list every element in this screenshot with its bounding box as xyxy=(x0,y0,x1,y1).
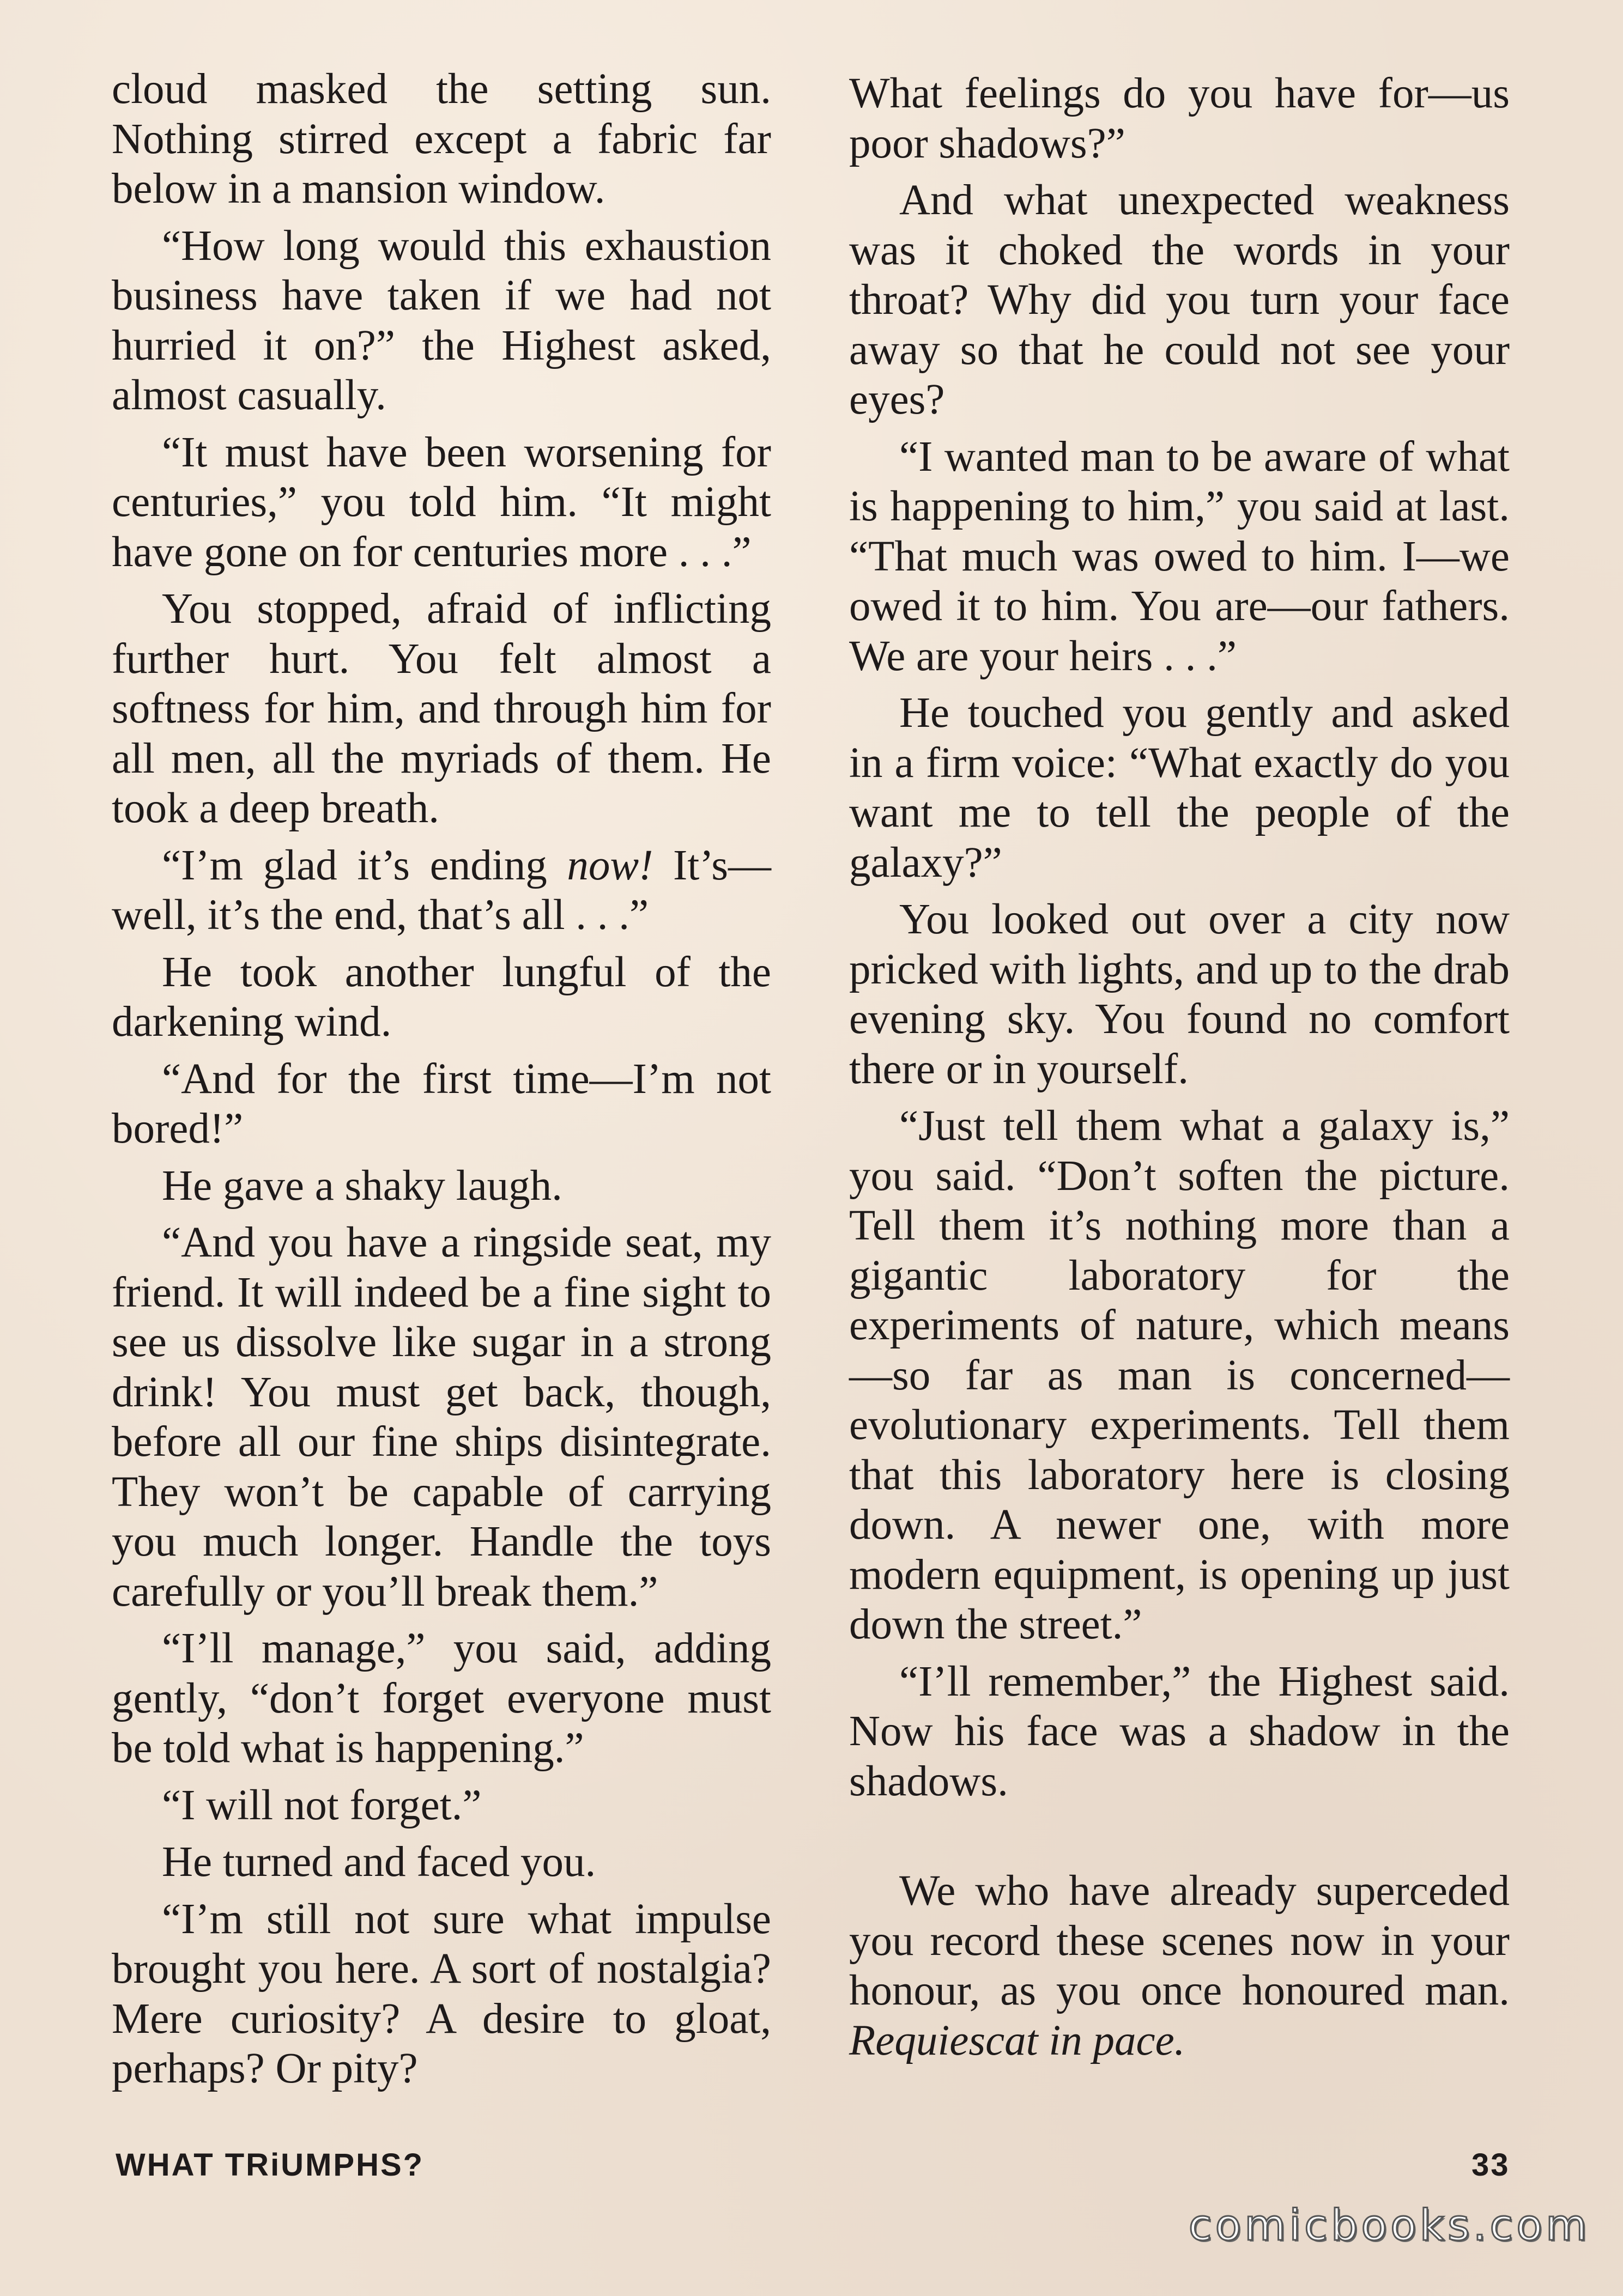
paragraph xyxy=(849,69,1510,168)
paragraph-text: “Just tell them what a galaxy is,” you said. “Don’t soften the picture. Tell them it’s nothing more than a gigantic laboratory for the experiments of nature, which means—so far as man is concerned—evolutionary experiments. Tell them that this laboratory here is closing down. A newer one, with more modern equipment, is opening up just down the street.” xyxy=(849,1102,1510,1648)
watermark-logo: comicbooks.com xyxy=(1188,2201,1590,2250)
paragraph-text: “I’m still not sure what impulse brought you here. A sort of nostalgia? Mere curiosity? A desire to gloat, perhaps? Or pity? xyxy=(112,1895,771,2092)
paragraph-text: He turned and faced you. xyxy=(162,1838,596,1886)
paragraph-text: He touched you gently and asked in a firm voice: “What exactly do you want me to tell the people of the galaxy?” xyxy=(849,689,1510,886)
paragraph-text: What feelings do you have for—us poor shadows?” xyxy=(849,70,1510,167)
paragraph-text: And what unexpected weakness was it choked the words in your throat? Why did you turn your face away so that he could not see your eyes? xyxy=(849,177,1510,423)
paragraph xyxy=(112,841,771,940)
paragraph-text: He took another lungful of the darkening wind. xyxy=(112,948,771,1046)
paragraph xyxy=(112,1161,771,1211)
paragraph xyxy=(112,1781,771,1831)
paragraph xyxy=(849,175,1510,425)
paragraph xyxy=(112,64,771,214)
paragraph-text: “I’ll remember,” the Highest said. Now his face was a shadow in the shadows. xyxy=(849,1657,1510,1805)
italic-text: now! xyxy=(567,841,653,889)
right-text-column xyxy=(849,69,1510,2073)
paragraph-text: “How long would this exhaustion business have taken if we had not hurried it on?” the Highest asked, almost casually. xyxy=(112,222,771,419)
running-footer-title: WHAT TRiUMPHS? xyxy=(116,2147,425,2183)
paragraph xyxy=(112,1624,771,1773)
paragraph-text: “And you have a ringside seat, my friend. It will indeed be a fine sight to see us dissolve like sugar in a strong drink! You must get back, though, before all our fine ships disintegrate. They won’t be capable of carrying you much longer. Handle the toys carefully or you’ll break them.” xyxy=(112,1219,771,1615)
paragraph-text: You looked out over a city now pricked with lights, and up to the drab evening sky. You found no comfort there or in yourself. xyxy=(849,896,1510,1093)
paragraph xyxy=(112,1837,771,1887)
paragraph xyxy=(849,1101,1510,1650)
paragraph xyxy=(112,947,771,1047)
paragraph-text: It’s—well, it’s the end, that’s all . . .” xyxy=(112,841,771,939)
paragraph-text: cloud masked the setting sun. Nothing stirred except a fabric far below in a mansion window. xyxy=(112,65,771,212)
page-number: 33 xyxy=(1471,2147,1510,2183)
paragraph xyxy=(849,1657,1510,1807)
paragraph-text: “It must have been worsening for centuries,” you told him. “It might have gone on for centuries more . . .” xyxy=(112,428,771,576)
paragraph xyxy=(849,895,1510,1094)
paragraph xyxy=(112,1894,771,2094)
paragraph xyxy=(112,1218,771,1617)
paragraph xyxy=(112,1054,771,1154)
paragraph xyxy=(849,688,1510,888)
paragraph xyxy=(112,584,771,834)
paragraph xyxy=(849,1866,1510,2066)
left-text-column xyxy=(112,64,771,2101)
paragraph-text: He gave a shaky laugh. xyxy=(162,1162,562,1210)
paragraph-text: We who have already superceded you record these scenes now in your honour, as you once honoured man. xyxy=(849,1867,1510,2014)
paragraph-text: “And for the first time—I’m not bored!” xyxy=(112,1055,771,1152)
paragraph-text: “I’m glad it’s ending xyxy=(162,841,567,889)
paragraph-text: “I will not forget.” xyxy=(162,1781,482,1829)
paragraph-text: “I wanted man to be aware of what is happening to him,” you said at last. “That much was owed to him. I—we owed it to him. You are—our fathers. We are your heirs . . .” xyxy=(849,433,1510,680)
paragraph-text: “I’ll manage,” you said, adding gently, “don’t forget everyone must be told what is happening.” xyxy=(112,1625,771,1772)
paragraph xyxy=(112,428,771,578)
italic-text: Requiescat in pace. xyxy=(849,2016,1185,2064)
paragraph xyxy=(849,432,1510,682)
paragraph xyxy=(112,221,771,421)
paragraph-text: You stopped, afraid of inflicting further hurt. You felt almost a softness for him, and through him for all men, all the myriads of them. He took a deep breath. xyxy=(112,585,771,832)
